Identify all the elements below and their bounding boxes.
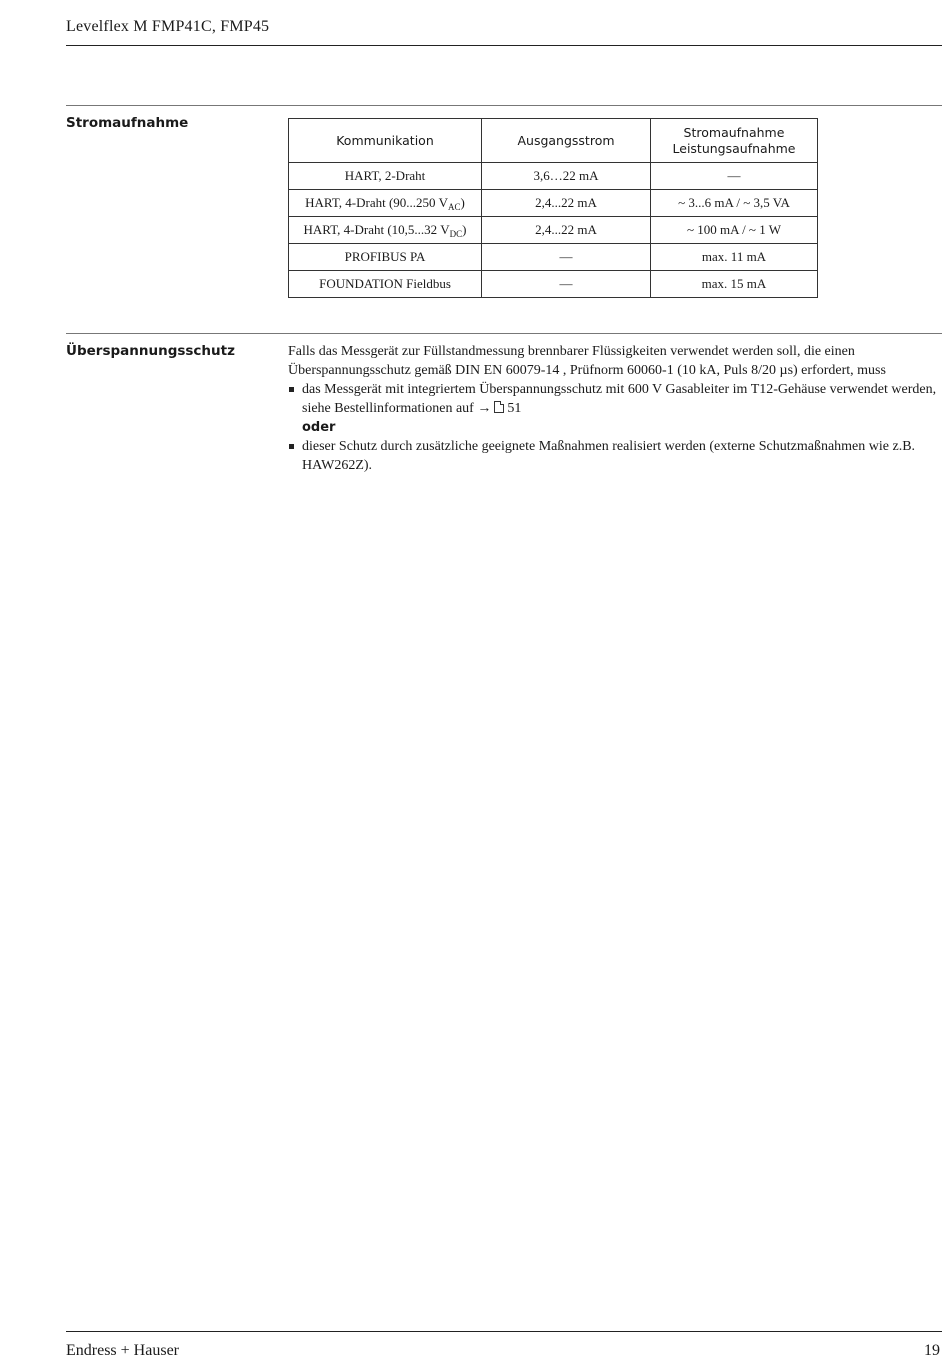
voltage-subscript: AC (447, 201, 461, 212)
section-label-power: Stromaufnahme (66, 115, 189, 131)
header-consumption-line1: Stromaufnahme (683, 124, 785, 140)
cell-consumption: ~ 3...6 mA / ~ 3,5 VA (651, 190, 818, 217)
surge-protection-text (288, 342, 938, 475)
page-number: 19 (924, 1342, 940, 1359)
bullet-item-integrated (288, 380, 938, 418)
communication-text-end: ) (462, 221, 467, 237)
cell-communication (289, 163, 482, 190)
voltage-subscript: DC (449, 228, 463, 239)
table-row (289, 163, 818, 190)
document-title: Levelflex M FMP41C, FMP45 (66, 18, 270, 35)
bullet-text: dieser Schutz durch zusätzliche geeignete Maßnahmen realisiert werden (externe Schutzmaßnahmen wie z.B. HAW262Z). (302, 439, 916, 473)
cell-output-current: 2,4...22 mA (482, 217, 651, 244)
bullet-text: das Messgerät mit integriertem Überspannungsschutz mit 600 V Gasableiter im T12-Gehäuse verwendet werden, siehe Bestellinformationen auf → (302, 382, 937, 416)
table-row (289, 217, 818, 244)
section-label-surge: Überspannungsschutz (66, 343, 235, 359)
section-divider-power (66, 105, 942, 106)
table-row (289, 271, 818, 298)
page-reference-number: 51 (507, 401, 522, 416)
cell-output-current: 3,6…22 mA (482, 163, 651, 190)
communication-text: FOUNDATION Fieldbus (319, 276, 451, 291)
bullet-item-external (288, 437, 938, 475)
cell-communication (289, 190, 482, 217)
footer-divider (66, 1331, 942, 1332)
cell-communication (289, 271, 482, 298)
cell-consumption: max. 15 mA (651, 271, 818, 298)
communication-text-end: ) (460, 194, 465, 210)
cell-consumption: — (651, 163, 818, 190)
communication-text: HART, 4-Draht (90...250 V (305, 194, 448, 210)
section-divider-surge (66, 333, 942, 334)
header-output-current: Ausgangsstrom (482, 119, 651, 163)
header-consumption (651, 119, 818, 163)
cell-output-current: 2,4...22 mA (482, 190, 651, 217)
header-communication: Kommunikation (289, 119, 482, 163)
communication-text: HART, 2-Draht (344, 168, 426, 183)
table-row (289, 244, 818, 271)
cell-communication (289, 244, 482, 271)
cell-output-current: — (482, 244, 651, 271)
header-divider (66, 45, 942, 46)
or-label: oder (302, 420, 336, 435)
footer-company: Endress + Hauser (66, 1342, 179, 1359)
table-header-row (289, 119, 818, 163)
communication-text: PROFIBUS PA (344, 249, 426, 264)
table-row (289, 190, 818, 217)
surge-intro: Falls das Messgerät zur Füllstandmessung brennbarer Flüssigkeiten verwendet werden soll, die einen Überspannungsschutz gemäß DIN EN 60079-14 , Prüfnorm 60060-1 (10 kA, Puls 8/20 µs) erfordert, muss (288, 344, 886, 378)
cell-communication (289, 217, 482, 244)
cell-consumption: max. 11 mA (651, 244, 818, 271)
cell-consumption: ~ 100 mA / ~ 1 W (651, 217, 818, 244)
power-consumption-table (288, 118, 818, 298)
page-reference-icon (494, 401, 504, 413)
header-consumption-line2: Leistungsaufnahme (672, 140, 796, 156)
communication-text: HART, 4-Draht (10,5...32 V (303, 221, 450, 237)
cell-output-current: — (482, 271, 651, 298)
